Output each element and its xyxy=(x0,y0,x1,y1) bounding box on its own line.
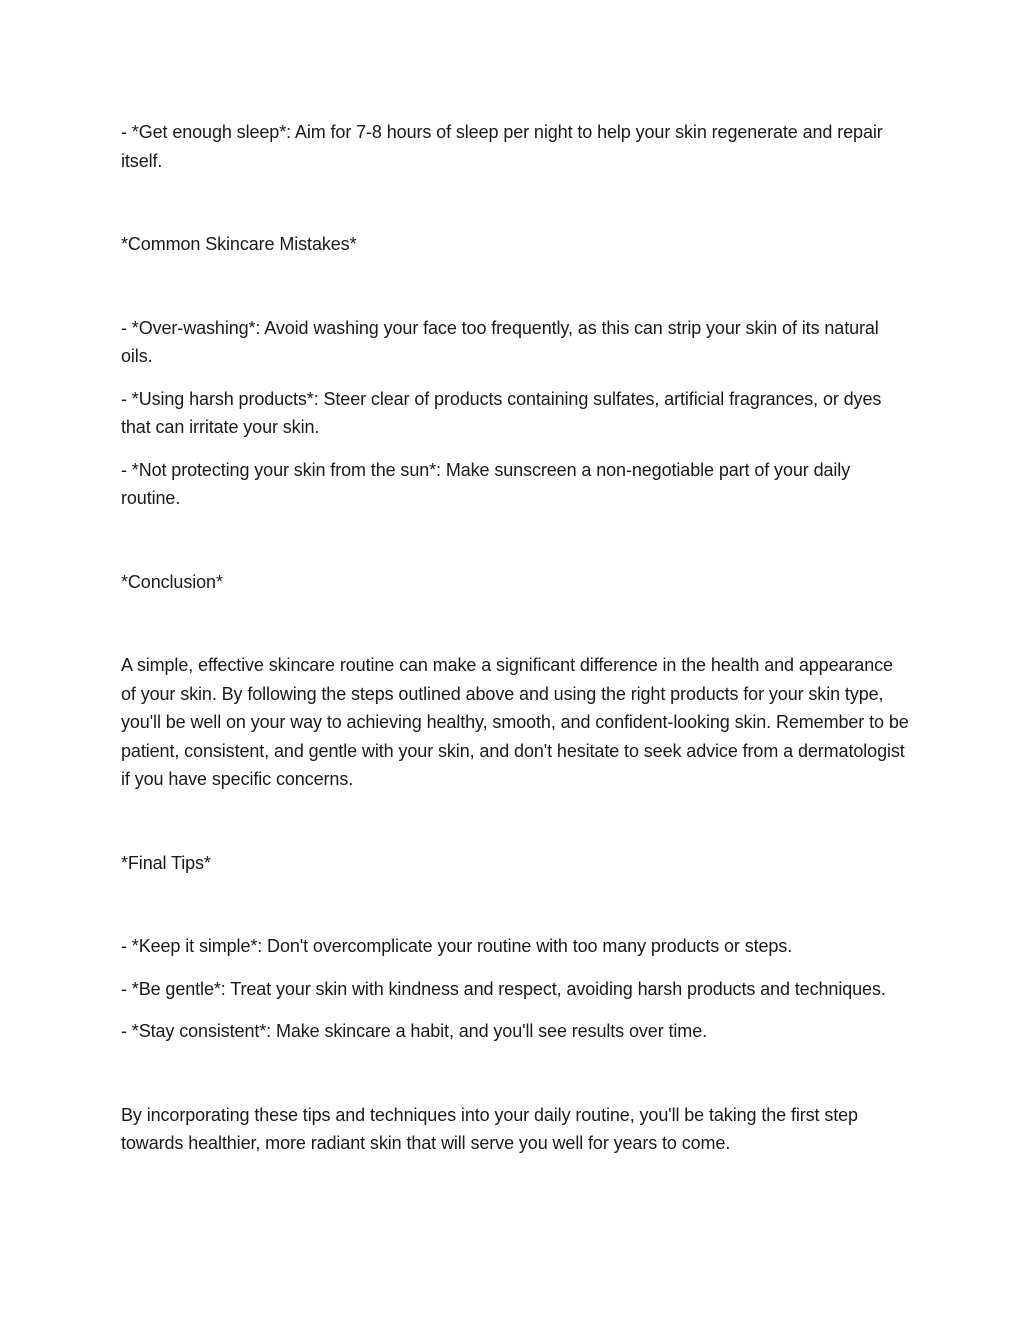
mistake-item: - *Not protecting your skin from the sun*: Make sunscreen a non-negotiable part of your daily routine. xyxy=(121,459,851,508)
final-tips-heading: *Final Tips* xyxy=(121,852,211,873)
closing-paragraph: By incorporating these tips and techniques into your daily routine, you'll be taking the first step towards healthier, more radiant skin that will serve you well for years to come. xyxy=(121,1104,858,1153)
mistakes-heading: *Common Skincare Mistakes* xyxy=(121,234,357,254)
conclusion-paragraph: A simple, effective skincare routine can make a significant difference in the health and appearance of your skin. By following the steps outlined above and using the right products for your skin type, you'll be well on your way to achieving healthy, smooth, and confident-looking skin. Remember to be patient, consistent, and gentle with your skin, and don't hesitate to seek advice from a dermatologist if you have specific concerns. xyxy=(121,655,909,789)
document-page xyxy=(121,118,911,1158)
mistake-item: - *Over-washing*: Avoid washing your face too frequently, as this can strip your skin of its natural oils. xyxy=(121,317,879,366)
mistake-item: - *Using harsh products*: Steer clear of products containing sulfates, artificial fragrances, or dyes that can irritate your skin. xyxy=(121,388,882,437)
sleep-bullet: - *Get enough sleep*: Aim for 7-8 hours of sleep per night to help your skin regenerate and repair itself. xyxy=(121,122,883,171)
final-tip-item: - *Stay consistent*: Make skincare a habit, and you'll see results over time. xyxy=(121,1021,708,1041)
final-tip-item: - *Be gentle*: Treat your skin with kindness and respect, avoiding harsh products and techniques. xyxy=(121,978,886,999)
final-tip-item: - *Keep it simple*: Don't overcomplicate your routine with too many products or steps. xyxy=(121,936,793,956)
conclusion-heading: *Conclusion* xyxy=(121,571,223,592)
